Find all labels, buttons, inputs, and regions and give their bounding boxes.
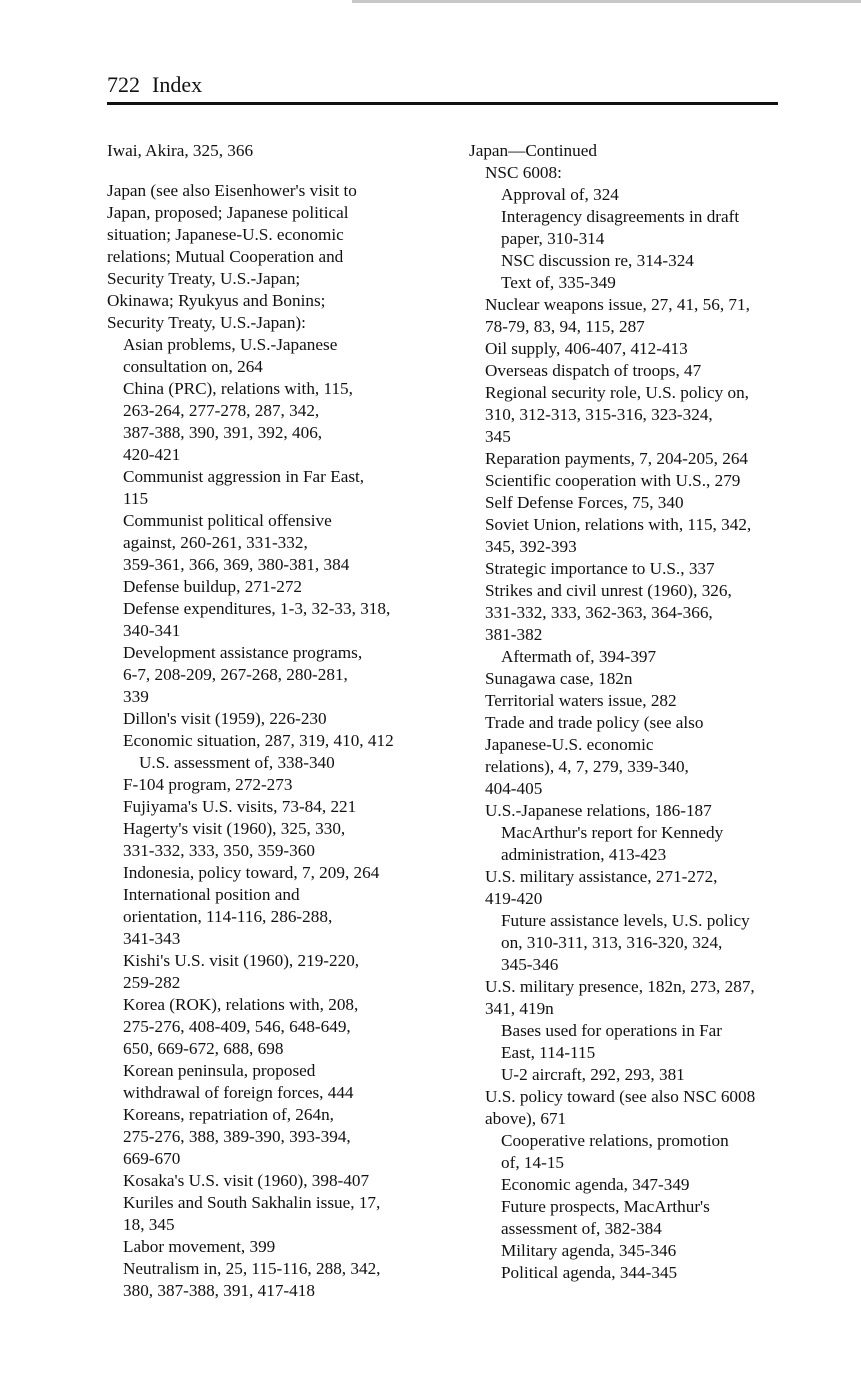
index-entry [469,272,789,294]
index-entry-line: 669-670 [123,1149,181,1168]
index-entry-line: U.S. military assistance, 271-272, [485,867,718,886]
index-entry-line: Security Treaty, U.S.-Japan): [107,313,306,332]
index-entry-line: Korean peninsula, proposed [123,1061,316,1080]
index-entry-line: administration, 413-423 [501,845,667,864]
index-entry [469,184,789,206]
index-entry-line: 340-341 [123,621,181,640]
index-entry-line: Japanese-U.S. economic [485,735,654,754]
index-entry [469,140,789,162]
index-entry-line: Communist political offensive [123,511,332,530]
index-entry-line: above), 671 [485,1109,567,1128]
index-entry-line: 359-361, 366, 369, 380-381, 384 [123,555,350,574]
index-entry-line: Neutralism in, 25, 115-116, 288, 342, [123,1259,381,1278]
index-entry-line: 331-332, 333, 350, 359-360 [123,841,315,860]
index-entry-line: Security Treaty, U.S.-Japan; [107,269,301,288]
index-entry-line: 420-421 [123,445,181,464]
index-entry-line: relations; Mutual Cooperation and [107,247,344,266]
index-entry [469,822,789,866]
index-entry-line: 650, 669-672, 688, 698 [123,1039,284,1058]
index-entry-line: China (PRC), relations with, 115, [123,379,353,398]
index-entry [107,796,432,818]
index-entry-line: 419-420 [485,889,543,908]
index-entry [469,1196,789,1240]
index-entry [469,470,789,492]
index-entry-line: Aftermath of, 394-397 [501,647,657,666]
index-entry-line: Communist aggression in Far East, [123,467,365,486]
index-entry [469,382,789,448]
index-entry-line: 341, 419n [485,999,554,1018]
index-entry-line: 339 [123,687,149,706]
index-entry-line: Defense expenditures, 1-3, 32-33, 318, [123,599,391,618]
index-entry [107,334,432,378]
index-entry [469,492,789,514]
index-entry-line: assessment of, 382-384 [501,1219,662,1238]
index-entry-line: 345 [485,427,511,446]
index-entry-line: Koreans, repatriation of, 264n, [123,1105,334,1124]
index-entry [107,1170,432,1192]
index-entry-line: Self Defense Forces, 75, 340 [485,493,684,512]
index-entry [469,250,789,272]
index-entry [107,752,432,774]
index-entry [469,1262,789,1284]
index-entry-line: F-104 program, 272-273 [123,775,293,794]
index-entry [107,466,432,510]
index-entry-line: paper, 310-314 [501,229,605,248]
index-entry [469,1020,789,1064]
index-entry-line: Interagency disagreements in draft [501,207,740,226]
index-entry-line: Approval of, 324 [501,185,619,204]
index-entry [469,294,789,338]
index-entry-line: 310, 312-313, 315-316, 323-324, [485,405,713,424]
index-entry [107,1104,432,1170]
index-entry [469,1064,789,1086]
index-entry-line: Soviet Union, relations with, 115, 342, [485,515,752,534]
index-entry-line: U-2 aircraft, 292, 293, 381 [501,1065,685,1084]
index-entry [469,580,789,646]
index-entry-line: Korea (ROK), relations with, 208, [123,995,359,1014]
index-entry [469,1174,789,1196]
running-header [107,72,202,98]
index-entry-line: Strategic importance to U.S., 337 [485,559,715,578]
index-entry [107,140,432,162]
index-entry-line: of, 14-15 [501,1153,565,1172]
page-number: 722 [107,72,140,97]
index-entry-line: Defense buildup, 271-272 [123,577,303,596]
index-entry-line: 341-343 [123,929,181,948]
index-entry [107,1236,432,1258]
index-entry [107,642,432,708]
index-entry [469,690,789,712]
index-entry-line: 6-7, 208-209, 267-268, 280-281, [123,665,348,684]
index-entry-line: Hagerty's visit (1960), 325, 330, [123,819,346,838]
index-entry-line: Asian problems, U.S.-Japanese [123,335,338,354]
index-entry [107,1060,432,1104]
index-entry [469,646,789,668]
index-entry-line: MacArthur's report for Kennedy [501,823,724,842]
index-entry-line: Text of, 335-349 [501,273,616,292]
index-entry [107,1258,432,1302]
index-entry-line: Sunagawa case, 182n [485,669,633,688]
index-entry [469,712,789,800]
index-entry-line: Labor movement, 399 [123,1237,276,1256]
index-entry-line: relations), 4, 7, 279, 339-340, [485,757,689,776]
index-entry-line: Bases used for operations in Far [501,1021,723,1040]
index-entry-line: on, 310-311, 313, 316-320, 324, [501,933,723,952]
index-entry-line: 78-79, 83, 94, 115, 287 [485,317,645,336]
index-entry-line: Cooperative relations, promotion [501,1131,729,1150]
index-entry [107,1192,432,1236]
index-entry [469,910,789,976]
index-entry-line: Strikes and civil unrest (1960), 326, [485,581,732,600]
index-entry [469,1130,789,1174]
index-entry-line: 381-382 [485,625,543,644]
index-entry-line: Development assistance programs, [123,643,363,662]
index-entry [469,448,789,470]
index-entry-line: 331-332, 333, 362-363, 364-366, [485,603,713,622]
index-entry [469,162,789,184]
index-entry-line: U.S. assessment of, 338-340 [139,753,335,772]
index-entry [469,1086,789,1130]
index-entry-line: orientation, 114-116, 286-288, [123,907,333,926]
index-entry-line: against, 260-261, 331-332, [123,533,308,552]
index-entry [107,774,432,796]
index-entry-line: Nuclear weapons issue, 27, 41, 56, 71, [485,295,750,314]
index-entry-line: Territorial waters issue, 282 [485,691,677,710]
index-entry-line: Japan—Continued [469,141,597,160]
index-entry-line: 263-264, 277-278, 287, 342, [123,401,320,420]
index-entry-line: Indonesia, policy toward, 7, 209, 264 [123,863,380,882]
index-entry-line: Kosaka's U.S. visit (1960), 398-407 [123,1171,370,1190]
index-entry-line: 18, 345 [123,1215,175,1234]
index-entry [107,576,432,598]
index-entry-line: Political agenda, 344-345 [501,1263,678,1282]
index-entry-line: situation; Japanese-U.S. economic [107,225,344,244]
index-entry-line: Regional security role, U.S. policy on, [485,383,749,402]
index-entry-line: NSC discussion re, 314-324 [501,251,694,270]
index-entry-line: 275-276, 388, 389-390, 393-394, [123,1127,351,1146]
index-entry [469,668,789,690]
index-entry [107,708,432,730]
index-entry-line: withdrawal of foreign forces, 444 [123,1083,354,1102]
index-entry-line: Overseas dispatch of troops, 47 [485,361,702,380]
index-entry-line: Japan, proposed; Japanese political [107,203,349,222]
index-entry [107,180,432,334]
index-entry-line: Okinawa; Ryukyus and Bonins; [107,291,326,310]
index-entry [107,818,432,862]
index-entry-line: 404-405 [485,779,543,798]
index-entry-line: Trade and trade policy (see also [485,713,704,732]
page-edge-line [352,0,861,3]
index-entry [469,206,789,250]
index-column-left [107,140,432,1302]
index-entry [469,558,789,580]
index-entry-line: 259-282 [123,973,181,992]
index-entry [107,994,432,1060]
index-entry-line: Kishi's U.S. visit (1960), 219-220, [123,951,360,970]
index-entry-line: 380, 387-388, 391, 417-418 [123,1281,315,1300]
index-entry [107,598,432,642]
index-entry-line: 345-346 [501,955,559,974]
index-entry [107,862,432,884]
index-entry-line: Scientific cooperation with U.S., 279 [485,471,741,490]
index-entry-line: Oil supply, 406-407, 412-413 [485,339,688,358]
index-entry [469,976,789,1020]
index-entry-line: Japan (see also Eisenhower's visit to [107,181,357,200]
index-entry [469,866,789,910]
index-entry [107,378,432,466]
index-entry-line: 115 [123,489,149,508]
index-entry-line: International position and [123,885,300,904]
index-entry-line: Future assistance levels, U.S. policy [501,911,750,930]
index-entry [469,800,789,822]
index-entry-line: Reparation payments, 7, 204-205, 264 [485,449,749,468]
index-entry-line: East, 114-115 [501,1043,596,1062]
index-entry [107,510,432,576]
index-entry-line: U.S. military presence, 182n, 273, 287, [485,977,755,996]
index-entry-line: U.S.-Japanese relations, 186-187 [485,801,712,820]
index-entry [469,1240,789,1262]
index-entry-line: Future prospects, MacArthur's [501,1197,710,1216]
index-entry-line: Economic situation, 287, 319, 410, 412 [123,731,394,750]
index-entry-line: 387-388, 390, 391, 392, 406, [123,423,323,442]
index-entry-line: Fujiyama's U.S. visits, 73-84, 221 [123,797,357,816]
index-entry-line: consultation on, 264 [123,357,263,376]
index-entry-line: 345, 392-393 [485,537,577,556]
index-column-right [469,140,789,1284]
index-entry [469,514,789,558]
index-entry-line: Iwai, Akira, 325, 366 [107,141,254,160]
index-entry-line: U.S. policy toward (see also NSC 6008 [485,1087,756,1106]
index-entry-line: Economic agenda, 347-349 [501,1175,690,1194]
index-entry-line: NSC 6008: [485,163,562,182]
index-entry [107,950,432,994]
index-entry [469,360,789,382]
index-entry [107,730,432,752]
index-entry-line: 275-276, 408-409, 546, 648-649, [123,1017,351,1036]
index-entry-line: Kuriles and South Sakhalin issue, 17, [123,1193,381,1212]
index-entry [469,338,789,360]
page-title: Index [152,72,203,97]
index-entry-line: Military agenda, 345-346 [501,1241,677,1260]
index-entry [107,884,432,950]
header-rule [107,102,778,105]
index-entry-line: Dillon's visit (1959), 226-230 [123,709,327,728]
